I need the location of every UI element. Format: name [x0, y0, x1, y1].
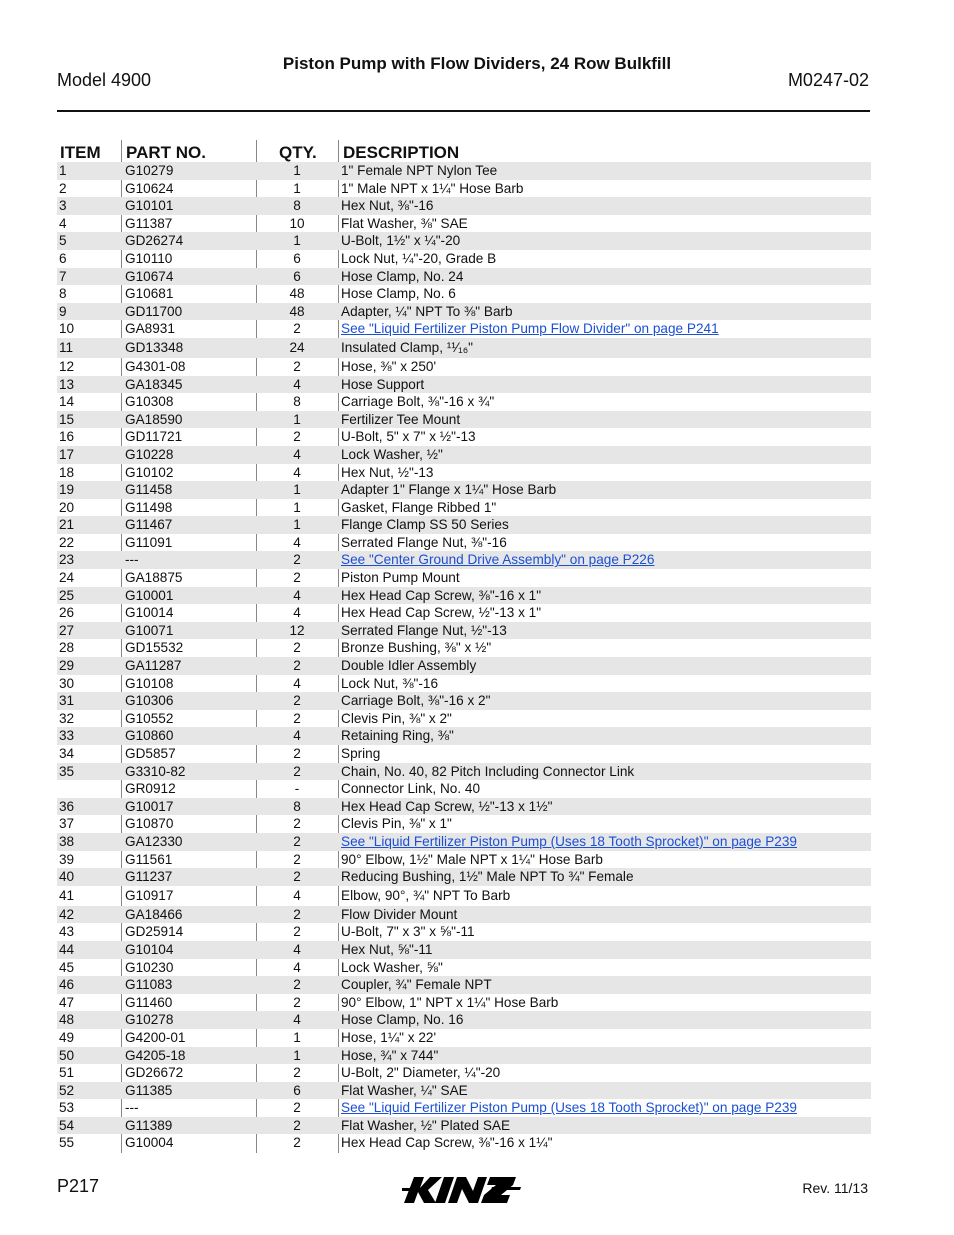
quantity: 2	[293, 710, 301, 726]
part-number: G10104	[125, 941, 174, 957]
description: Carriage Bolt, ⅜"-16 x 2"	[341, 693, 491, 709]
part-number: G10860	[125, 728, 174, 744]
part-number: GD11700	[125, 303, 183, 319]
item-number: 54	[59, 1117, 75, 1133]
quantity: 2	[293, 658, 301, 674]
quantity: 4	[293, 534, 301, 550]
item-number: 2	[59, 180, 67, 196]
quantity: 1	[293, 1029, 301, 1045]
item-number: 20	[59, 499, 75, 515]
quantity: 2	[293, 906, 301, 922]
item-number: 25	[59, 587, 75, 603]
part-number: G10071	[125, 622, 174, 638]
part-number: GA12330	[125, 833, 183, 849]
quantity: 4	[293, 887, 301, 903]
table-row	[57, 763, 871, 781]
part-number: GD5857	[125, 746, 176, 761]
table-row	[57, 959, 871, 977]
description: Piston Pump Mount	[341, 570, 460, 586]
part-number: G10870	[125, 816, 174, 832]
quantity: 2	[293, 924, 301, 940]
description: Gasket, Flange Ribbed 1"	[341, 499, 497, 515]
quantity: 8	[293, 798, 301, 814]
part-number: GA18590	[125, 411, 183, 427]
quantity: -	[294, 781, 300, 797]
description: Adapter, ¼" NPT To ⅜" Barb	[341, 303, 513, 319]
part-number: GR0912	[125, 781, 176, 797]
item-number: 55	[59, 1135, 75, 1151]
description: U-Bolt, 1½" x ¼"-20	[341, 233, 461, 249]
table-row	[57, 446, 871, 464]
description: Hex Head Cap Screw, ½"-13 x 1½"	[341, 798, 553, 814]
header-rule	[57, 110, 870, 112]
part-number: GA18875	[125, 570, 183, 586]
item-number: 43	[59, 924, 75, 940]
item-number: 9	[59, 303, 67, 319]
quantity: 1	[293, 517, 301, 533]
quantity: 4	[293, 464, 301, 480]
column-header-description: DESCRIPTION	[343, 143, 460, 162]
part-number: GA18345	[125, 376, 183, 392]
item-number: 32	[59, 710, 75, 726]
table-row	[57, 428, 871, 446]
description: Flow Divider Mount	[341, 906, 458, 922]
description: Spring	[341, 746, 381, 761]
item-number: 53	[59, 1100, 75, 1116]
table-row	[57, 639, 871, 657]
table-row	[57, 534, 871, 552]
item-number: 47	[59, 994, 75, 1010]
quantity: 2	[293, 693, 301, 709]
description: Clevis Pin, ⅜" x 2"	[341, 710, 452, 726]
part-number: G4200-01	[125, 1029, 186, 1045]
part-number: GD11721	[125, 429, 183, 445]
table-row	[57, 1029, 871, 1047]
item-number: 46	[59, 977, 75, 993]
quantity: 2	[293, 763, 301, 779]
item-number: 24	[59, 570, 75, 586]
quantity: 2	[293, 1065, 301, 1081]
quantity: 4	[293, 587, 301, 603]
part-number: GD13348	[125, 339, 184, 355]
part-number: G10228	[125, 446, 174, 462]
table-row	[57, 976, 871, 994]
table-row	[57, 1011, 871, 1029]
part-number: GA18466	[125, 906, 183, 922]
part-number: G10278	[125, 1012, 174, 1028]
table-row	[57, 180, 871, 198]
item-number: 13	[59, 376, 75, 392]
document-title: Piston Pump with Flow Dividers, 24 Row Bulkfill	[282, 54, 672, 73]
table-row	[57, 197, 871, 215]
item-number: 8	[59, 286, 67, 302]
description-link[interactable]: See "Liquid Fertilizer Piston Pump (Uses 18 Tooth Sprocket)" on page P239	[341, 1100, 797, 1116]
item-number: 21	[59, 517, 75, 533]
item-number: 18	[59, 464, 75, 480]
quantity: 4	[293, 1012, 301, 1028]
item-number: 34	[59, 746, 75, 761]
table-row	[57, 868, 871, 886]
table-row	[57, 657, 871, 675]
part-number: G10624	[125, 180, 174, 196]
description: Flat Washer, ½" Plated SAE	[341, 1117, 511, 1133]
item-number: 17	[59, 446, 75, 462]
description: U-Bolt, 2" Diameter, ¼"-20	[341, 1065, 501, 1081]
quantity: 48	[289, 286, 305, 302]
kinze-logo	[400, 1174, 524, 1206]
quantity: 4	[293, 941, 301, 957]
description-link[interactable]: See "Liquid Fertilizer Piston Pump Flow Divider" on page P241	[341, 321, 719, 337]
description: Insulated Clamp, ¹¹⁄₁₆"	[341, 339, 474, 355]
quantity: 6	[293, 268, 301, 284]
part-number: G11460	[125, 994, 173, 1010]
quantity: 2	[293, 869, 301, 885]
quantity: 2	[293, 746, 301, 761]
description: Hex Head Cap Screw, ⅜"-16 x 1¼"	[341, 1135, 553, 1151]
table-row	[57, 622, 871, 640]
quantity: 2	[293, 321, 301, 337]
table-row	[57, 232, 871, 250]
item-number: 6	[59, 250, 67, 266]
item-number: 41	[59, 887, 75, 903]
description: Hose Clamp, No. 24	[341, 268, 464, 284]
description: Reducing Bushing, 1½" Male NPT To ¾" Female	[341, 869, 634, 885]
table-row	[57, 285, 871, 303]
quantity: 4	[293, 959, 301, 975]
quantity: 2	[293, 977, 301, 993]
part-number: G10308	[125, 394, 174, 410]
description: 1" Male NPT x 1¼" Hose Barb	[341, 180, 524, 196]
item-number: 44	[59, 941, 75, 957]
quantity: 10	[289, 215, 305, 231]
table-row	[57, 604, 871, 622]
table-row	[57, 923, 871, 941]
table-row	[57, 481, 871, 499]
column-header-qty: QTY.	[279, 143, 317, 162]
quantity: 1	[293, 499, 301, 515]
description: Hex Nut, ⅝"-11	[341, 941, 433, 957]
quantity: 1	[293, 1047, 301, 1063]
description: Lock Washer, ½"	[341, 446, 443, 462]
item-number: 50	[59, 1047, 75, 1063]
column-header-item: ITEM	[60, 143, 101, 162]
item-number: 16	[59, 429, 75, 445]
part-number: G11458	[125, 482, 173, 498]
part-number: GD25914	[125, 924, 184, 940]
description: Serrated Flange Nut, ⅜"-16	[341, 534, 507, 550]
description: Chain, No. 40, 82 Pitch Including Connector Link	[341, 763, 635, 779]
quantity: 1	[293, 180, 301, 196]
quantity: 2	[293, 816, 301, 832]
quantity: 1	[293, 411, 301, 427]
description: Double Idler Assembly	[341, 658, 477, 674]
table-row	[57, 499, 871, 517]
quantity: 12	[289, 622, 305, 638]
item-number: 5	[59, 233, 67, 249]
table-row	[57, 358, 871, 376]
description: U-Bolt, 7" x 3" x ⅝"-11	[341, 924, 475, 940]
table-row	[57, 994, 871, 1012]
part-number: G10108	[125, 675, 174, 691]
item-number: 49	[59, 1029, 75, 1045]
part-number: GA11287	[125, 658, 182, 674]
item-number: 3	[59, 198, 67, 214]
part-number: G11237	[125, 869, 173, 885]
item-number: 52	[59, 1082, 75, 1098]
description-link[interactable]: See "Center Ground Drive Assembly" on page P226	[341, 552, 655, 568]
table-row	[57, 516, 871, 534]
part-number: G10014	[125, 605, 174, 621]
description: Clevis Pin, ⅜" x 1"	[341, 816, 452, 832]
item-number: 22	[59, 534, 75, 550]
item-number: 45	[59, 959, 75, 975]
part-number: G11385	[125, 1082, 173, 1098]
table-row	[57, 1047, 871, 1065]
description: Lock Nut, ⅜"-16	[341, 675, 439, 691]
item-number: 11	[59, 339, 74, 355]
table-row	[57, 1082, 871, 1100]
description: 90° Elbow, 1½" Male NPT x 1¼" Hose Barb	[341, 851, 603, 867]
quantity: 2	[293, 1100, 301, 1116]
part-number: G10917	[125, 887, 174, 903]
part-number: G10102	[125, 464, 174, 480]
description: Elbow, 90°, ¾" NPT To Barb	[341, 887, 511, 903]
part-number: ---	[125, 552, 139, 568]
description: Retaining Ring, ⅜"	[341, 728, 454, 744]
item-number: 40	[59, 869, 75, 885]
description: Carriage Bolt, ⅜"-16 x ¾"	[341, 394, 495, 410]
table-row	[57, 215, 871, 233]
description: Hex Nut, ½"-13	[341, 464, 434, 480]
part-number: G10279	[125, 163, 174, 178]
quantity: 1	[293, 482, 301, 498]
part-number: G10552	[125, 710, 174, 726]
table-row	[57, 411, 871, 429]
item-number: 15	[59, 411, 75, 427]
table-row	[57, 851, 871, 869]
description: 90° Elbow, 1" NPT x 1¼" Hose Barb	[341, 994, 559, 1010]
quantity: 1	[293, 233, 301, 249]
quantity: 8	[293, 394, 301, 410]
part-number: GD26672	[125, 1065, 184, 1081]
page-number: P217	[57, 1176, 100, 1196]
item-number: 33	[59, 728, 75, 744]
part-number: G10681	[125, 286, 174, 302]
table-row	[57, 338, 871, 358]
item-number: 4	[59, 215, 67, 231]
table-row	[57, 780, 871, 798]
doc-number: M0247-02	[787, 70, 869, 90]
item-number: 35	[59, 763, 75, 779]
table-row	[57, 551, 871, 569]
description: Hose, ¾" x 744"	[341, 1047, 439, 1063]
item-number: 26	[59, 605, 75, 621]
description: Hex Head Cap Screw, ⅜"-16 x 1"	[341, 587, 542, 603]
revision-label: Rev. 11/13	[802, 1180, 868, 1196]
item-number: 42	[59, 906, 75, 922]
table-row	[57, 1064, 871, 1082]
table-row	[57, 162, 871, 180]
part-number: G4301-08	[125, 358, 186, 374]
item-number: 36	[59, 798, 75, 814]
table-row	[57, 1099, 871, 1117]
quantity: 2	[293, 552, 301, 568]
table-row	[57, 303, 871, 321]
part-number: G10110	[125, 250, 173, 266]
table-row	[57, 798, 871, 816]
part-number: G4205-18	[125, 1047, 186, 1063]
item-number: 38	[59, 833, 75, 849]
table-row	[57, 587, 871, 605]
table-row	[57, 393, 871, 411]
part-number: G11387	[125, 215, 173, 231]
item-number: 37	[59, 816, 75, 832]
item-number: 10	[59, 321, 75, 337]
table-row	[57, 376, 871, 394]
description: 1" Female NPT Nylon Tee	[341, 163, 498, 178]
quantity: 2	[293, 429, 301, 445]
description: Hose Support	[341, 376, 425, 392]
part-number: GD15532	[125, 640, 184, 656]
part-number: G10674	[125, 268, 174, 284]
part-number: G11083	[125, 977, 173, 993]
description: Lock Nut, ¼"-20, Grade B	[341, 250, 497, 266]
part-number: G11498	[125, 499, 173, 515]
description: Hose Clamp, No. 16	[341, 1012, 464, 1028]
quantity: 2	[293, 1135, 301, 1151]
quantity: 8	[293, 198, 301, 214]
item-number: 30	[59, 675, 75, 691]
quantity: 2	[293, 358, 301, 374]
description: Coupler, ¾" Female NPT	[341, 977, 492, 993]
parts-table	[57, 162, 871, 1152]
quantity: 6	[293, 1082, 301, 1098]
description: Flat Washer, ⅜" SAE	[341, 215, 468, 231]
quantity: 24	[289, 339, 305, 355]
part-number: ---	[125, 1100, 139, 1116]
description: Hose, ⅜" x 250'	[341, 358, 437, 374]
table-row	[57, 268, 871, 286]
description-link[interactable]: See "Liquid Fertilizer Piston Pump (Uses 18 Tooth Sprocket)" on page P239	[341, 833, 797, 849]
item-number: 7	[59, 268, 67, 284]
part-number: G10101	[125, 198, 174, 214]
table-row	[57, 710, 871, 728]
quantity: 2	[293, 570, 301, 586]
part-number: G11389	[125, 1117, 173, 1133]
item-number: 39	[59, 851, 75, 867]
part-number: G11467	[125, 517, 173, 533]
quantity: 2	[293, 1117, 301, 1133]
quantity: 4	[293, 446, 301, 462]
quantity: 6	[293, 250, 301, 266]
item-number: 1	[59, 163, 67, 178]
quantity: 4	[293, 675, 301, 691]
part-number: G11091	[125, 534, 173, 550]
description: Hex Nut, ⅜"-16	[341, 198, 434, 214]
description: Flange Clamp SS 50 Series	[341, 517, 509, 533]
quantity: 2	[293, 833, 301, 849]
table-row	[57, 941, 871, 959]
quantity: 2	[293, 640, 301, 656]
description: Adapter 1" Flange x 1¼" Hose Barb	[341, 482, 557, 498]
table-row	[57, 833, 871, 851]
table-row	[57, 250, 871, 268]
description: Flat Washer, ¼" SAE	[341, 1082, 468, 1098]
item-number: 23	[59, 552, 75, 568]
description: Bronze Bushing, ⅜" x ½"	[341, 640, 492, 656]
description: U-Bolt, 5" x 7" x ½"-13	[341, 429, 476, 445]
column-header-part-no: PART NO.	[126, 143, 206, 162]
part-number: G11561	[125, 851, 173, 867]
table-row	[57, 906, 871, 924]
table-row	[57, 1134, 871, 1152]
table-row	[57, 1117, 871, 1135]
quantity: 2	[293, 851, 301, 867]
quantity: 1	[293, 163, 301, 178]
quantity: 4	[293, 605, 301, 621]
description: Hex Head Cap Screw, ½"-13 x 1"	[341, 605, 542, 621]
quantity: 4	[293, 376, 301, 392]
item-number: 12	[59, 358, 75, 374]
item-number: 28	[59, 640, 75, 656]
table-row	[57, 727, 871, 745]
quantity: 4	[293, 728, 301, 744]
description: Fertilizer Tee Mount	[341, 411, 461, 427]
table-row	[57, 745, 871, 763]
table-header	[57, 141, 871, 163]
item-number: 31	[59, 693, 75, 709]
item-number: 14	[59, 394, 75, 410]
item-number: 27	[59, 622, 75, 638]
part-number: G10306	[125, 693, 174, 709]
table-row	[57, 569, 871, 587]
item-number: 51	[59, 1065, 75, 1081]
table-row	[57, 675, 871, 693]
part-number: G10017	[125, 798, 174, 814]
part-number: G10001	[125, 587, 174, 603]
part-number: GD26274	[125, 233, 184, 249]
part-number: G3310-82	[125, 763, 186, 779]
description: Lock Washer, ⅝"	[341, 959, 443, 975]
quantity: 2	[293, 994, 301, 1010]
table-row	[57, 464, 871, 482]
item-number: 19	[59, 482, 75, 498]
description: Hose, 1¼" x 22'	[341, 1029, 437, 1045]
model-label: Model 4900	[57, 70, 152, 90]
part-number: G10230	[125, 959, 174, 975]
description: Hose Clamp, No. 6	[341, 286, 456, 302]
quantity: 48	[289, 303, 305, 319]
description: Connector Link, No. 40	[341, 781, 481, 797]
table-row	[57, 320, 871, 338]
part-number: GA8931	[125, 321, 175, 337]
item-number: 48	[59, 1012, 75, 1028]
table-row	[57, 692, 871, 710]
table-row	[57, 815, 871, 833]
item-number: 29	[59, 658, 75, 674]
table-row	[57, 886, 871, 906]
part-number: G10004	[125, 1135, 174, 1151]
description: Serrated Flange Nut, ½"-13	[341, 622, 507, 638]
